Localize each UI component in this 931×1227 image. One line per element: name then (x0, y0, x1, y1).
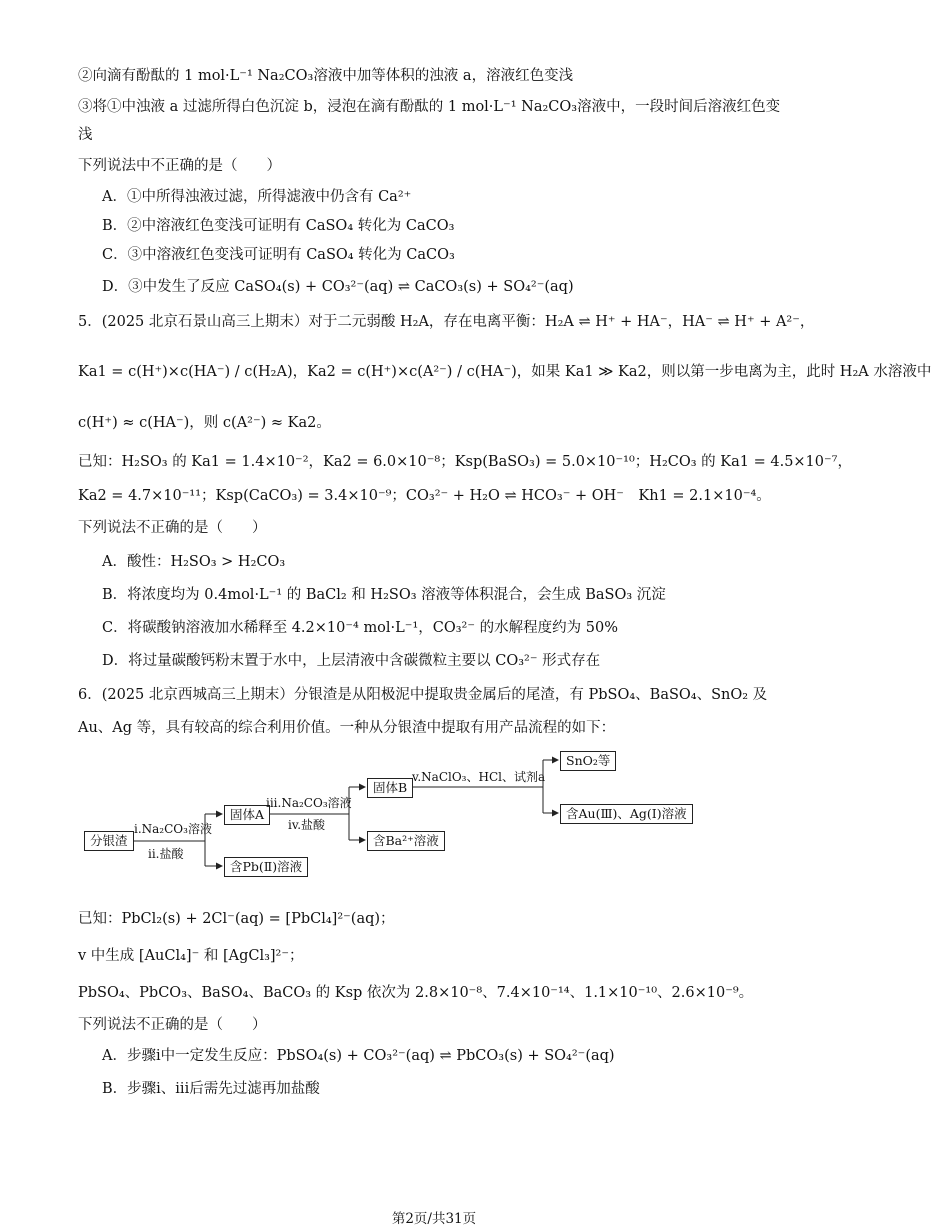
q5-ka2-formula: ，Ka2 = c(H⁺)×c(A²⁻) / c(HA⁻) (292, 364, 517, 380)
q6-known-line2: v 中生成 [AuCl₄]⁻ 和 [AgCl₃]²⁻； (78, 948, 304, 964)
q4-option-b: B．②中溶液红色变浅可证明有 CaSO₄ 转化为 CaCO₃ (102, 218, 455, 234)
flow-node-sno2: SnO₂等 (560, 751, 616, 771)
flow-label-step-ii: ii.盐酸 (148, 847, 184, 861)
q5-stem-line3: c(H⁺) ≈ c(HA⁻)，则 c(A²⁻) ≈ Ka2。 (78, 415, 331, 431)
flow-node-pb-solution: 含Pb(Ⅱ)溶液 (224, 857, 308, 877)
q4-option-a: A．①中所得浊液过滤，所得滤液中仍含有 Ca²⁺ (102, 189, 412, 205)
q4-step3-line2: 浅 (78, 127, 93, 143)
flow-label-step-i: i.Na₂CO₃溶液 (134, 822, 212, 836)
q4-step2: ②向滴有酚酞的 1 mol·L⁻¹ Na₂CO₃溶液中加等体积的浊液 a，溶液红色变浅 (78, 68, 574, 84)
q5-known-line1: 已知：H₂SO₃ 的 Ka1 = 1.4×10⁻²，Ka2 = 6.0×10⁻⁸；Ksp(BaSO₃) = 5.0×10⁻¹⁰；H₂CO₃ 的 Ka1 = 4.5×10⁻⁷， (78, 454, 852, 470)
flow-node-ba-solution: 含Ba²⁺溶液 (367, 831, 445, 851)
flow-node-solidA: 固体A (224, 805, 270, 825)
q5-ka-condition: ，如果 Ka1 ≫ Ka2，则以第一步电离为主，此时 H₂A 水溶液中 (516, 364, 931, 380)
q4-question: 下列说法中不正确的是（ ） (78, 158, 281, 174)
q5-option-d: D．将过量碳酸钙粉末置于水中，上层清液中含碳微粒主要以 CO₃²⁻ 形式存在 (102, 653, 601, 669)
q6-stem-line1: 6．(2025 北京西城高三上期末）分银渣是从阳极泥中提取贵金属后的尾渣，有 PbSO₄、BaSO₄、SnO₂ 及 (78, 687, 768, 703)
q6-known-line3: PbSO₄、PbCO₃、BaSO₄、BaCO₃ 的 Ksp 依次为 2.8×10⁻⁸、7.4×10⁻¹⁴、1.1×10⁻¹⁰、2.6×10⁻⁹。 (78, 985, 754, 1001)
q4-option-c: C．③中溶液红色变浅可证明有 CaSO₄ 转化为 CaCO₃ (102, 247, 455, 263)
q5-option-c: C．将碳酸钠溶液加水稀释至 4.2×10⁻⁴ mol·L⁻¹，CO₃²⁻ 的水解程度约为 50% (102, 620, 618, 636)
q5-stem-line2 (78, 362, 931, 382)
flow-label-step-v: v.NaClO₃、HCl、试剂a (412, 770, 546, 784)
q5-option-b: B．将浓度均为 0.4mol·L⁻¹ 的 BaCl₂ 和 H₂SO₃ 溶液等体积混合，会生成 BaSO₃ 沉淀 (102, 587, 666, 603)
page-footer: 第2页/共31页 (391, 1211, 477, 1227)
q4-option-d: D．③中发生了反应 CaSO₄(s) + CO₃²⁻(aq) ⇌ CaCO₃(s) + SO₄²⁻(aq) (102, 279, 574, 295)
q6-known-line1: 已知：PbCl₂(s) + 2Cl⁻(aq) = [PbCl₄]²⁻(aq)； (78, 911, 395, 927)
q6-option-a: A．步骤i中一定发生反应：PbSO₄(s) + CO₃²⁻(aq) ⇌ PbCO₃(s) + SO₄²⁻(aq) (102, 1048, 615, 1064)
flow-node-au-ag: 含Au(Ⅲ)、Ag(Ⅰ)溶液 (560, 804, 693, 824)
q6-question: 下列说法不正确的是（ ） (78, 1017, 267, 1033)
q5-question: 下列说法不正确的是（ ） (78, 520, 267, 536)
flow-node-start: 分银渣 (84, 831, 134, 851)
flow-node-solidB: 固体B (367, 778, 413, 798)
q5-ka1-formula: Ka1 = c(H⁺)×c(HA⁻) / c(H₂A) (78, 364, 293, 380)
q6-stem-line2: Au、Ag 等，具有较高的综合利用价值。一种从分银渣中提取有用产品流程的如下： (78, 720, 616, 736)
flow-label-step-iv: iv.盐酸 (288, 818, 326, 832)
flow-label-step-iii: iii.Na₂CO₃溶液 (266, 796, 352, 810)
q5-stem-line1: 5．(2025 北京石景山高三上期末）对于二元弱酸 H₂A，存在电离平衡：H₂A ⇌ H⁺ + HA⁻，HA⁻ ⇌ H⁺ + A²⁻， (78, 314, 815, 330)
q5-option-a: A．酸性：H₂SO₃ > H₂CO₃ (102, 554, 286, 570)
q4-step3-line1: ③将①中浊液 a 过滤所得白色沉淀 b，浸泡在滴有酚酞的 1 mol·L⁻¹ Na₂CO₃溶液中，一段时间后溶液红色变 (78, 99, 781, 115)
q5-known-line2: Ka2 = 4.7×10⁻¹¹；Ksp(CaCO₃) = 3.4×10⁻⁹；CO₃²⁻ + H₂O ⇌ HCO₃⁻ + OH⁻ Kh1 = 2.1×10⁻⁴。 (78, 488, 771, 504)
q6-option-b: B．步骤i、iii后需先过滤再加盐酸 (102, 1081, 320, 1097)
